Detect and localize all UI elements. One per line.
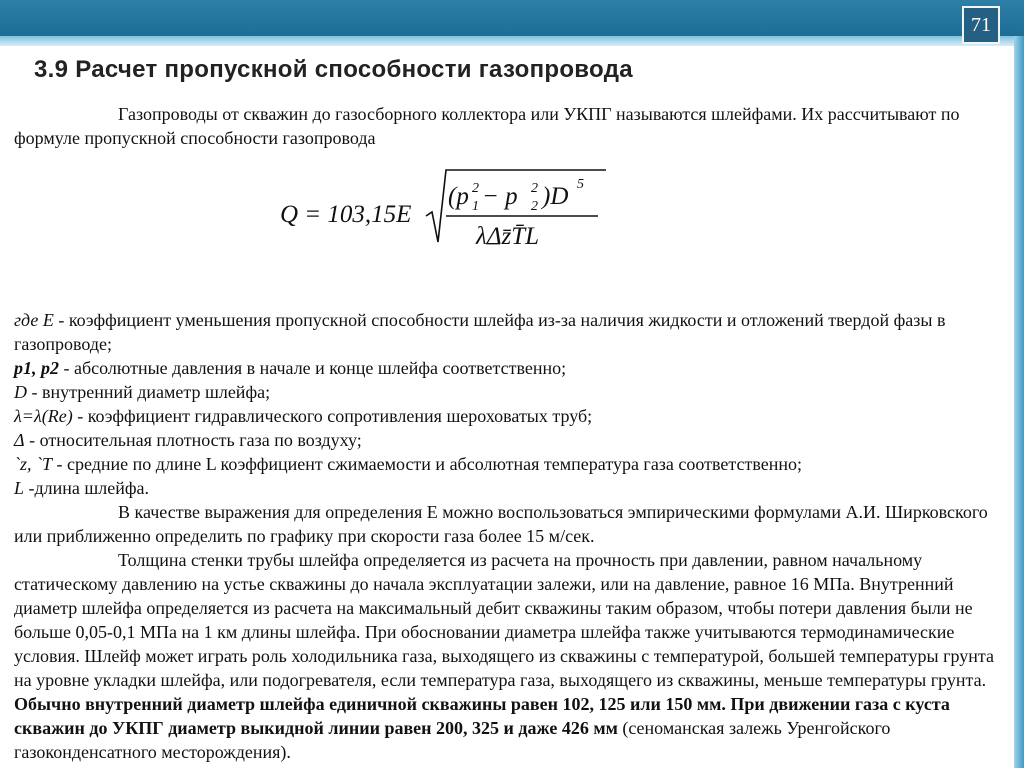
- formula-block: [14, 150, 1004, 308]
- field-note-text: (сеноманская залежь Уренгойского газоконденсатного месторождения).: [14, 718, 891, 762]
- page-number: 71: [962, 6, 1000, 44]
- definition-symbol: p1, p2: [14, 358, 59, 378]
- definition-length: [14, 476, 1004, 500]
- formula-numerator-right: )D: [542, 183, 569, 210]
- header-accent-strip: [0, 36, 1024, 46]
- formula-lhs: Q = 103,15E: [280, 201, 412, 228]
- wall-thickness-paragraph: [14, 548, 1004, 764]
- formula-p1-sub: 1: [472, 199, 479, 214]
- definitions-list: [14, 308, 1004, 500]
- formula-d-sup: 5: [577, 177, 584, 192]
- definition-symbol: где E: [14, 310, 54, 330]
- definition-delta: [14, 428, 1004, 452]
- definition-pressures: [14, 356, 1004, 380]
- formula-denominator: λΔz̄T̄L: [476, 223, 540, 250]
- intro-paragraph: Газопроводы от скважин до газосборного коллектора или УКПГ называются шлейфами. Их рассчитывают по формуле пропускной способности газопровода: [14, 104, 960, 148]
- definition-text: - средние по длине L коэффициент сжимаемости и абсолютная температура газа соответственно;: [52, 454, 802, 474]
- right-frame-border: [1014, 36, 1024, 768]
- definition-symbol: L: [14, 478, 25, 498]
- header-bar: [0, 0, 1024, 36]
- slide-content: [14, 102, 1004, 764]
- definition-text: -длина шлейфа.: [24, 478, 150, 498]
- typical-diameter-text: Обычно внутренний диаметр шлейфа единичной скважины равен 102, 125 или 150 мм. При движении газа с куста скважин до УКПГ диаметр выкидной линии равен 200, 325 и даже 426 мм: [14, 694, 950, 738]
- definition-symbol: D: [14, 382, 27, 402]
- definition-text: - относительная плотность газа по воздуху;: [24, 430, 362, 450]
- throughput-formula: [276, 158, 636, 268]
- definition-z-t: [14, 452, 1004, 476]
- definition-e: [14, 308, 1004, 356]
- formula-p2-sup: 2: [531, 181, 538, 196]
- definition-symbol: Δ: [14, 430, 25, 450]
- slide-title: 3.9 Расчет пропускной способности газопровода: [34, 56, 633, 83]
- definition-symbol: `z, `T: [14, 454, 53, 474]
- e-paragraph: В качестве выражения для определения Е можно воспользоваться эмпирическими формулами А.И. Ширковского или приближенно определить по графику при скорости газа более 15 м/сек.: [14, 502, 988, 546]
- definition-lambda: [14, 404, 1004, 428]
- wall-thickness-text: Толщина стенки трубы шлейфа определяется из расчета на прочность при давлении, равном начальному статическому давлению на устье скважины до начала эксплуатации залежи, или на давление, равное 16 МПа. Внутренний диаметр шлейфа определяется из расчета на максимальный дебит скважины таким образом, чтобы потери давления были не больше 0,05-0,1 МПа на 1 км длины шлейфа. При обосновании диаметра шлейфа также учитываются термодинамические условия. Шлейф может играть роль холодильника газа, выходящего из скважины с температурой, большей температуры грунта на уровне укладки шлейфа, или подогревателя, если температура газа, выходящего из скважины, меньше температуры грунта.: [14, 550, 994, 690]
- definition-text: - внутренний диаметр шлейфа;: [27, 382, 271, 402]
- definition-text: - абсолютные давления в начале и конце шлейфа соответственно;: [59, 358, 567, 378]
- definition-diameter: [14, 380, 1004, 404]
- formula-p1-sup: 2: [472, 181, 479, 196]
- formula-numerator-left: (p: [448, 183, 469, 210]
- definition-symbol: λ=λ(Re): [14, 406, 73, 426]
- formula-minus-p: − p: [482, 183, 518, 210]
- definition-text: - коэффициент гидравлического сопротивления шероховатых труб;: [72, 406, 593, 426]
- definition-text: - коэффициент уменьшения пропускной способности шлейфа из-за наличия жидкости и отложений твердой фазы в газопроводе;: [14, 310, 946, 354]
- formula-p2-sub: 2: [531, 199, 538, 214]
